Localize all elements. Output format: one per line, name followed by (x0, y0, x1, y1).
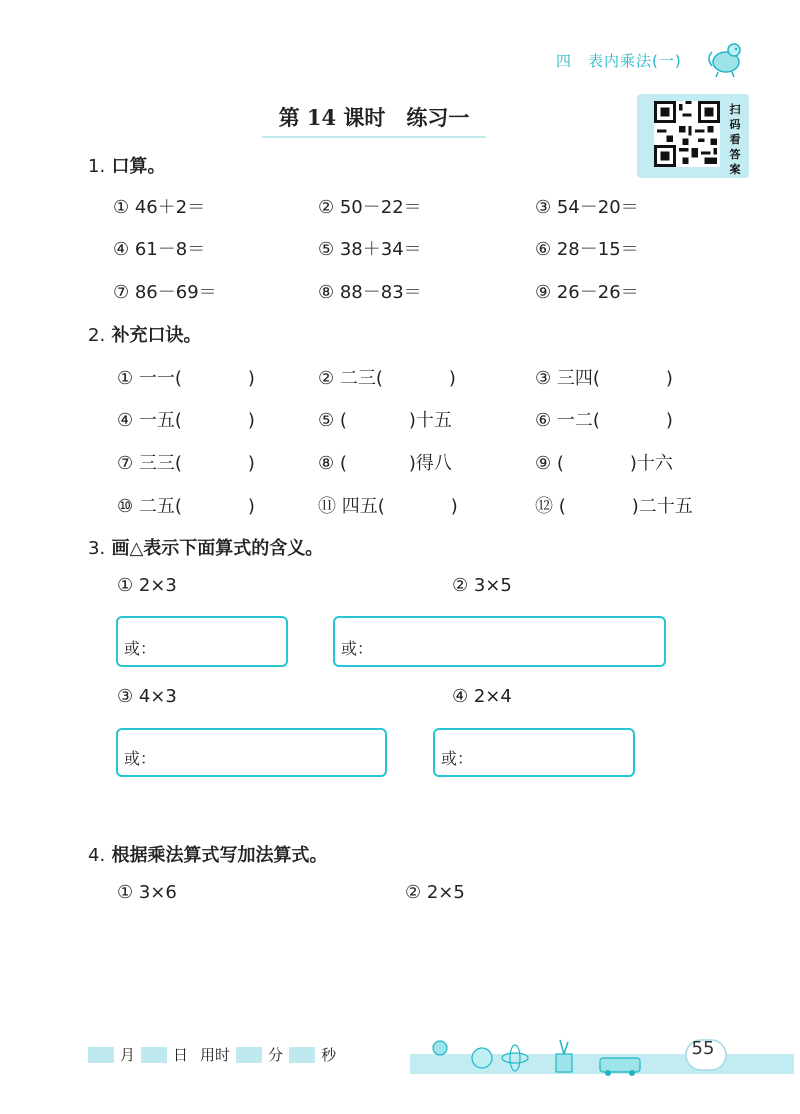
q3-item: ② 3×5 (452, 575, 512, 596)
q2-item: ③ 三四( ) (535, 368, 673, 389)
q2-item: ⑩ 二五( ) (117, 496, 255, 517)
drawing-box[interactable] (116, 728, 387, 777)
page-number: 55 (691, 1038, 715, 1059)
q1-item: ④ 61－8＝ (113, 239, 206, 260)
day-blank[interactable] (141, 1047, 167, 1063)
chapter-heading: 四 表内乘法(一) (556, 52, 682, 70)
or-label: 或： (441, 749, 474, 768)
question-3-heading: 3. 画△表示下面算式的含义。 (88, 538, 324, 559)
q1-item: ⑦ 86－69＝ (113, 282, 217, 303)
footer-time-record: 月 日 用时 分 秒 (88, 1044, 342, 1065)
question-1-heading: 1. 口算。 (88, 156, 166, 177)
q2-item: ⑤ ( )十五 (318, 410, 452, 431)
q2-item: ⑪ 四五( ) (318, 496, 458, 517)
q2-item: ④ 一五( ) (117, 410, 255, 431)
q1-item: ② 50－22＝ (318, 197, 422, 218)
q1-item: ⑤ 38＋34＝ (318, 239, 422, 260)
q1-item: ⑨ 26－26＝ (535, 282, 639, 303)
question-4-heading: 4. 根据乘法算式写加法算式。 (88, 845, 328, 866)
footer-decoration-icon (410, 1036, 794, 1076)
or-label: 或： (124, 749, 157, 768)
q3-item: ④ 2×4 (452, 686, 512, 707)
q2-item: ① 一一( ) (117, 368, 255, 389)
q1-item: ① 46＋2＝ (113, 197, 206, 218)
q2-item: ⑥ 一二( ) (535, 410, 673, 431)
drawing-box[interactable] (116, 616, 288, 667)
q4-item: ① 3×6 (117, 882, 177, 903)
q1-item: ⑧ 88－83＝ (318, 282, 422, 303)
q4-item: ② 2×5 (405, 882, 465, 903)
q1-item: ⑥ 28－15＝ (535, 239, 639, 260)
month-blank[interactable] (88, 1047, 114, 1063)
q3-item: ③ 4×3 (117, 686, 177, 707)
second-blank[interactable] (289, 1047, 315, 1063)
or-label: 或： (124, 639, 157, 658)
drawing-box[interactable] (333, 616, 666, 667)
minute-blank[interactable] (236, 1047, 262, 1063)
q2-item: ⑫ ( )二十五 (535, 496, 693, 517)
lesson-title: 第 14 课时 练习一 (278, 105, 470, 130)
q2-item: ⑦ 三三( ) (117, 453, 255, 474)
title-underline (262, 136, 486, 138)
q2-item: ⑧ ( )得八 (318, 453, 452, 474)
mascot-icon (704, 38, 748, 78)
q2-item: ② 二三( ) (318, 368, 456, 389)
q3-item: ① 2×3 (117, 575, 177, 596)
qr-label: 扫 码 看 答 案 (729, 103, 741, 176)
question-2-heading: 2. 补充口诀。 (88, 325, 202, 346)
q2-item: ⑨ ( )十六 (535, 453, 673, 474)
q1-item: ③ 54－20＝ (535, 197, 639, 218)
or-label: 或： (341, 639, 374, 658)
qr-code-icon[interactable] (654, 101, 720, 167)
drawing-box[interactable] (433, 728, 635, 777)
